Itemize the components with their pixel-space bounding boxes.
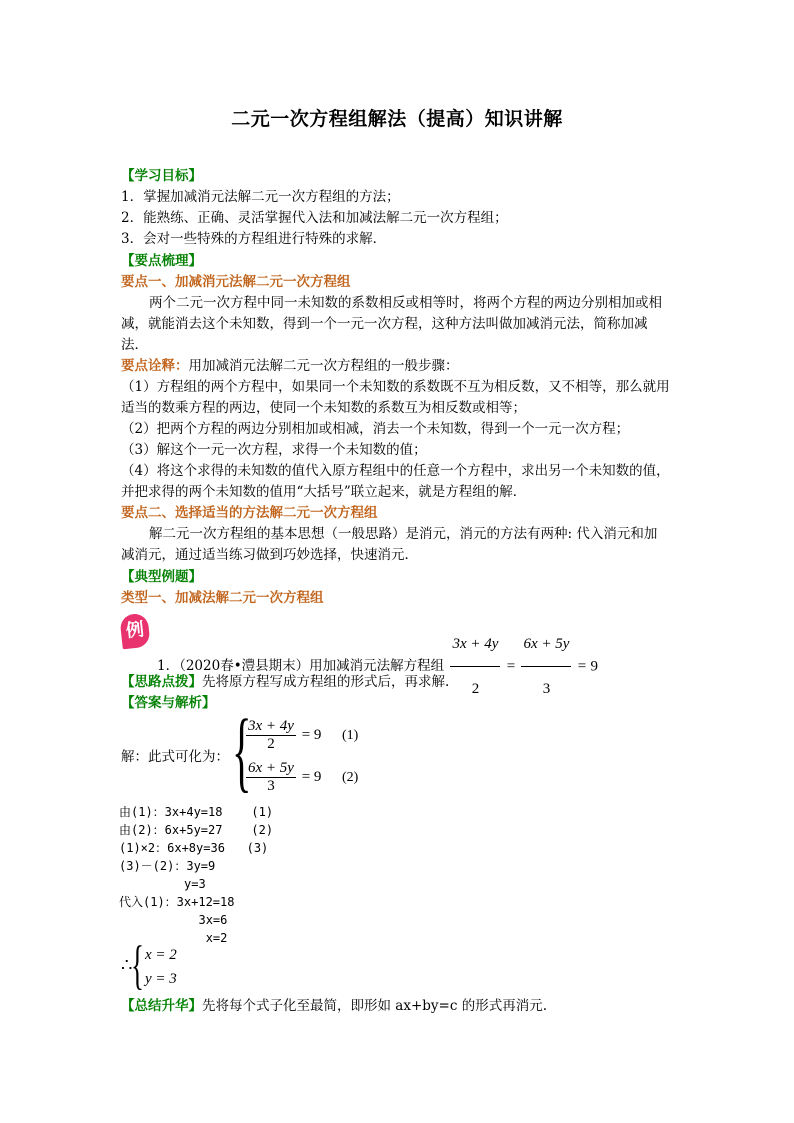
conclusion-text: 先将每个式子化至最简，即形如 ax+by=c 的形式再消元. xyxy=(202,998,547,1014)
equation-tag: (2) xyxy=(342,770,359,785)
hint-text: 先将原方程写成方程组的形式后，再求解. xyxy=(202,674,450,690)
solution-y: y = 3 xyxy=(145,971,177,987)
point2-body: 解二元一次方程组的基本思想（一般思路）是消元，消元的方法有两种: 代入消元和加 xyxy=(149,526,658,542)
page-title: 二元一次方程组解法（提高）知识讲解 xyxy=(231,108,563,130)
objective-item: 3．会对一些特殊的方程组进行特殊的求解． xyxy=(121,231,387,247)
objective-item: 2．能熟练、正确、灵活掌握代入法和加减法解二元一次方程组； xyxy=(121,210,508,226)
step-line: （4）将这个求得的未知数的值代入原方程组中的任意一个方程中，求出另一个未知数的值， xyxy=(121,463,670,479)
note-line xyxy=(121,356,459,376)
objectives-label: 【学习目标】 xyxy=(121,168,202,184)
fraction-denominator: 3 xyxy=(542,681,551,697)
point1-heading: 要点一、加减消元法解二元一次方程组 xyxy=(121,274,351,290)
therefore-symbol: ∴ xyxy=(121,955,133,976)
fraction-denominator: 2 xyxy=(471,681,480,697)
step-line: （1）方程组的两个方程中，如果同一个未知数的系数既不互为相反数，又不相等，那么就用 xyxy=(121,379,670,395)
conclusion-label: 【总结升华】 xyxy=(121,998,202,1014)
solution-x: x = 2 xyxy=(145,947,177,963)
point1-body: 法． xyxy=(121,337,148,353)
fraction-denominator: 3 xyxy=(267,778,275,794)
solution-step: y=3 xyxy=(119,877,206,891)
solution-step: (1)×2：6x+8y=36 (3) xyxy=(119,841,269,855)
fraction-numerator: 6x + 5y xyxy=(523,636,570,652)
examples-label: 【典型例题】 xyxy=(121,569,202,585)
solution-step: x=2 xyxy=(119,931,228,945)
fraction-denominator: 2 xyxy=(267,736,275,752)
example-badge: 例 xyxy=(119,613,150,650)
objective-item: 1．掌握加减消元法解二元一次方程组的方法； xyxy=(121,189,400,205)
answer-label: 【答案与解析】 xyxy=(121,695,216,711)
point1-body: 减，就能消去这个未知数，得到一个一元一次方程，这种方法叫做加减消元法，简称加减 xyxy=(121,316,648,332)
step-line: 并把求得的两个未知数的值用“大括号”联立起来，就是方程组的解． xyxy=(121,484,527,500)
point2-heading: 要点二、选择适当的方法解二元一次方程组 xyxy=(121,505,378,521)
note-label: 要点诠释： xyxy=(121,358,189,374)
fraction xyxy=(521,622,571,711)
left-brace: { xyxy=(232,702,252,801)
equation-rhs: = 9 xyxy=(301,769,322,785)
solution-step: 代入(1)：3x+12=18 xyxy=(119,895,235,909)
solution-step: 3x=6 xyxy=(119,913,228,927)
system-equation-1 xyxy=(244,718,321,753)
example-problem xyxy=(157,622,598,711)
equation-rhs: = 9 xyxy=(301,727,322,743)
solution-step: 由(2)：6x+5y=27 (2) xyxy=(119,823,274,837)
equals-sign: = xyxy=(506,658,516,675)
hint-line xyxy=(121,672,449,692)
fraction-numerator: 6x + 5y xyxy=(248,760,294,776)
conclusion-line xyxy=(121,996,547,1016)
rhs-value: 9 xyxy=(590,658,598,675)
solution-step: 由(1)：3x+4y=18 (1) xyxy=(119,805,274,819)
fraction xyxy=(246,760,296,795)
point1-body: 两个二元一次方程中同一未知数的系数相反或相等时，将两个方程的两边分别相加或相 xyxy=(149,295,662,311)
hint-label: 【思路点拨】 xyxy=(121,674,202,690)
point2-body: 减消元，通过适当练习做到巧妙选择，快速消元． xyxy=(121,547,418,563)
step-line: 适当的数乘方程的两边，使同一个未知数的系数互为相反数或相等； xyxy=(121,400,526,416)
equals-sign: = xyxy=(577,658,587,675)
equation-tag: (1) xyxy=(342,728,359,743)
fraction-numerator: 3x + 4y xyxy=(452,636,499,652)
step-line: （2）把两个方程的两边分别相加或相减，消去一个未知数，得到一个一元一次方程； xyxy=(121,421,630,437)
fraction xyxy=(450,622,500,711)
step-line: （3）解这个一元一次方程，求得一个未知数的值； xyxy=(121,442,427,458)
problem-prefix: 1．（2020春•澧县期末）用加减消元法解方程组 xyxy=(157,658,445,674)
note-text: 用加减消元法解二元一次方程组的一般步骤： xyxy=(188,358,459,374)
solution-step: (3)－(2)：3y=9 xyxy=(119,859,216,873)
fraction xyxy=(246,718,296,753)
solution-brace: { xyxy=(131,935,144,995)
solution-intro: 解：此式可化为： xyxy=(121,749,229,765)
system-equation-2 xyxy=(244,760,321,795)
summary-label: 【要点梳理】 xyxy=(121,253,202,269)
type1-heading: 类型一、加减法解二元一次方程组 xyxy=(121,590,324,606)
fraction-numerator: 3x + 4y xyxy=(248,718,294,734)
